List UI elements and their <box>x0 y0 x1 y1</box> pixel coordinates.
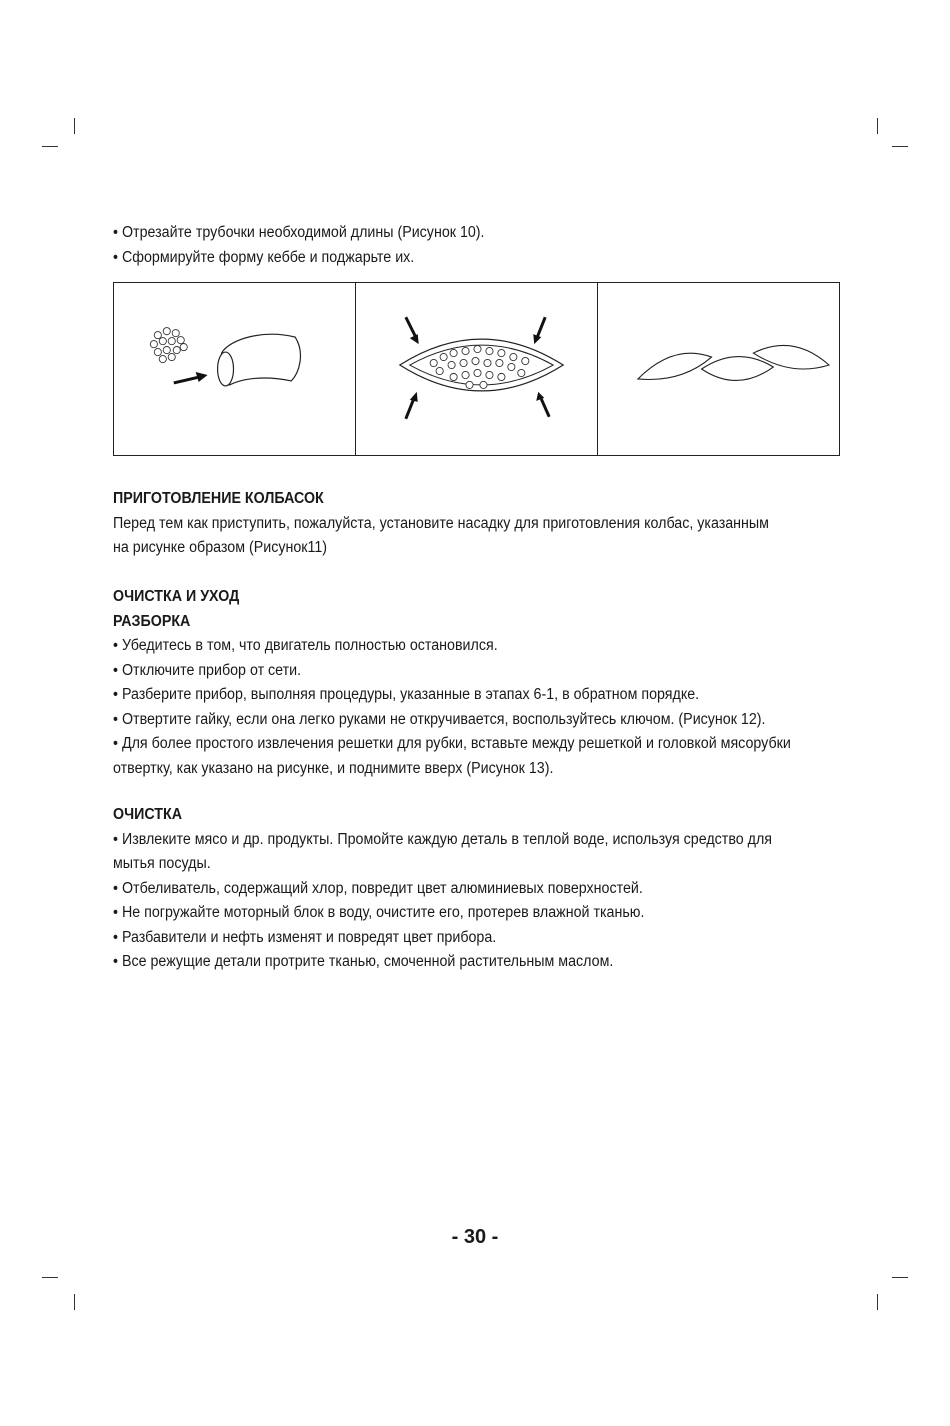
crop-mark <box>877 1294 878 1310</box>
list-item: • Разберите прибор, выполняя процедуры, указанные в этапах 6-1, в обратном порядке. <box>113 686 700 703</box>
sausage-section <box>113 487 785 561</box>
list-item: мытья посуды. <box>113 855 211 872</box>
crop-mark <box>877 118 878 134</box>
intro-bullet: • Сформируйте форму кеббе и поджарьте их. <box>113 248 415 266</box>
crop-mark <box>892 1277 908 1278</box>
paragraph-line: на рисунке образом (Рисунок11) <box>113 539 328 556</box>
intro-text <box>113 221 785 270</box>
cut-tube-illustration <box>114 283 355 455</box>
panel-cut-tube <box>114 283 356 455</box>
crop-mark <box>74 118 75 134</box>
cleaning-section <box>113 803 785 975</box>
list-item: • Отбеливатель, содержащий хлор, повредит цвет алюминиевых поверхностей. <box>113 879 643 897</box>
crop-mark <box>42 1277 58 1278</box>
shape-kebbe-illustration <box>356 283 597 455</box>
crop-mark <box>42 146 58 147</box>
list-item: отвертку, как указано на рисунке, и поднимите вверх (Рисунок 13). <box>113 759 554 777</box>
panel-shape-kebbe <box>356 283 598 455</box>
crop-mark <box>74 1294 75 1310</box>
intro-bullet: • Отрезайте трубочки необходимой длины (Рисунок 10). <box>113 224 485 241</box>
paragraph-line: Перед тем как приступить, пожалуйста, установите насадку для приготовления колбас, указанным <box>113 514 769 532</box>
figure-strip <box>113 282 840 456</box>
list-item: • Извлеките мясо и др. продукты. Промойте каждую деталь в теплой воде, используя средство для <box>113 830 773 848</box>
section-heading: ПРИГОТОВЛЕНИЕ КОЛБАСОК <box>113 490 324 507</box>
finished-kebbe-illustration <box>598 283 839 455</box>
page-number: - 30 - <box>451 1226 499 1248</box>
list-item: • Отключите прибор от сети. <box>113 661 302 679</box>
list-item: • Отвертите гайку, если она легко руками не откручивается, воспользуйтесь ключом. (Рисунок 12). <box>113 710 766 728</box>
section-heading: ОЧИСТКА <box>113 806 183 823</box>
cleaning-care-section <box>113 585 791 781</box>
crop-mark <box>892 146 908 147</box>
panel-finished-kebbe <box>598 283 839 455</box>
list-item: • Для более простого извлечения решетки для рубки, вставьте между решеткой и головкой мясорубки <box>113 735 791 752</box>
section-subheading: РАЗБОРКА <box>113 612 191 630</box>
list-item: • Разбавители и нефть изменят и повредят цвет прибора. <box>113 928 497 946</box>
list-item: • Убедитесь в том, что двигатель полностью остановился. <box>113 637 498 654</box>
list-item: • Не погружайте моторный блок в воду, очистите его, протерев влажной тканью. <box>113 904 645 921</box>
section-heading: ОЧИСТКА И УХОД <box>113 588 240 605</box>
list-item: • Все режущие детали протрите тканью, смоченной растительным маслом. <box>113 953 614 970</box>
